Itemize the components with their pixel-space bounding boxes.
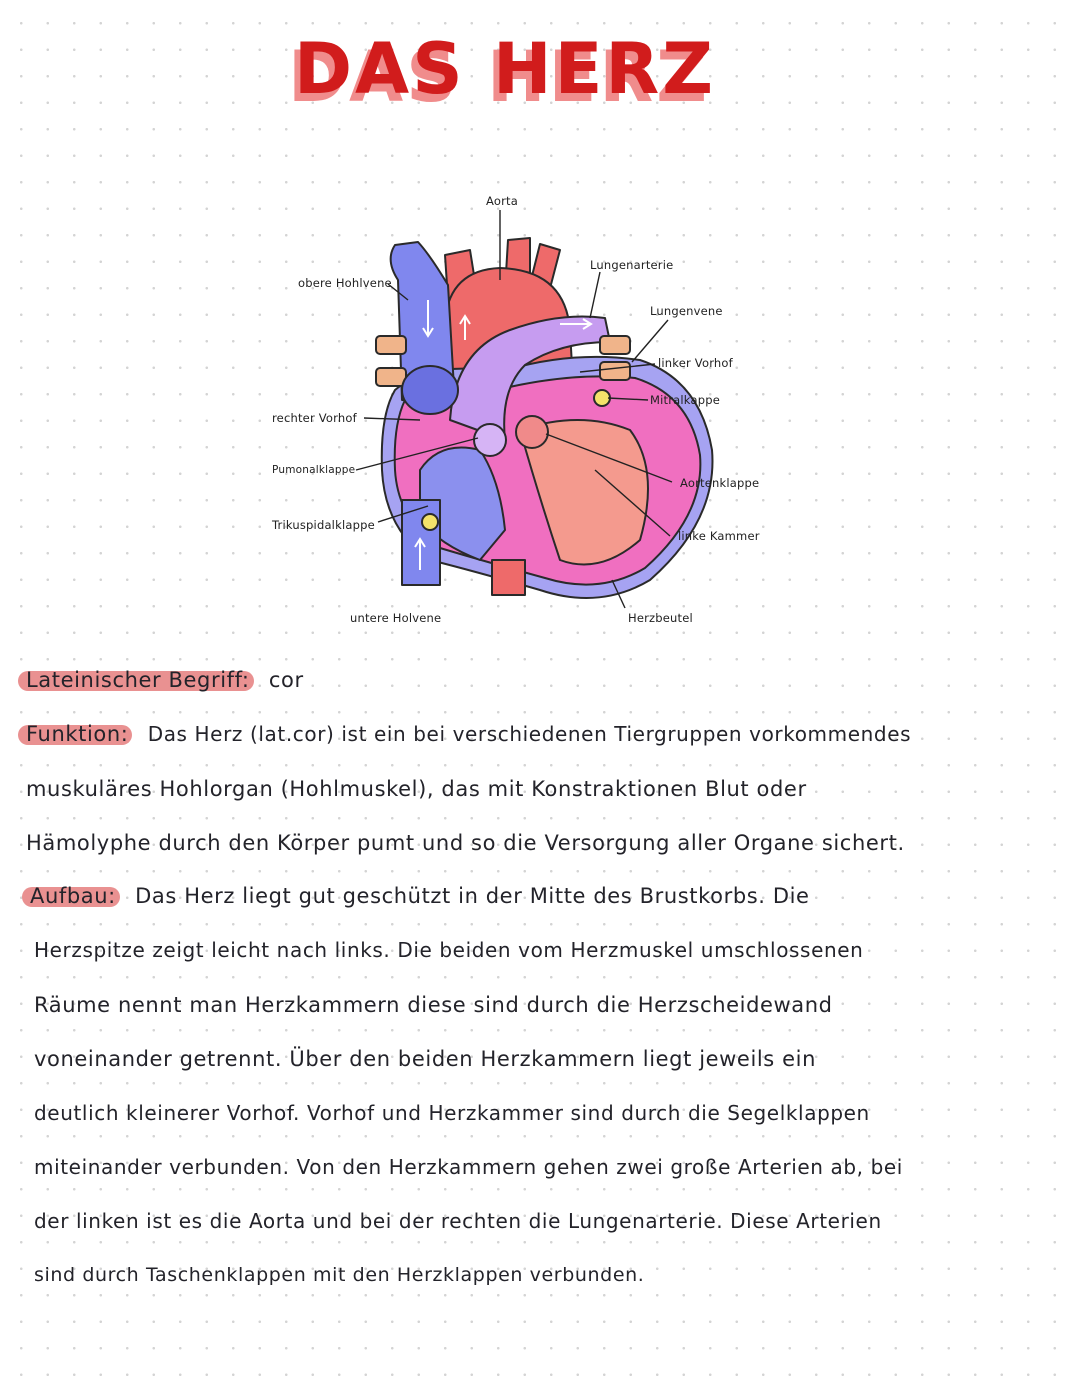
function-line-1 — [26, 722, 911, 746]
structure-text-5: deutlich kleinerer Vorhof. Vorhof und Herzkammer sind durch die Segelklappen — [34, 1101, 870, 1125]
pulmonary-vein-3 — [600, 336, 630, 354]
label-linke-kammer: linke Kammer — [678, 529, 760, 543]
label-aortenklappe: Aortenklappe — [680, 476, 760, 490]
latin-line — [26, 668, 304, 692]
structure-text-7: der linken ist es die Aorta und bei der rechten die Lungenarterie. Diese Arterien — [34, 1209, 882, 1233]
label-untere-hohlvene: untere Holvene — [350, 611, 442, 625]
structure-text-3: Räume nennt man Herzkammern diese sind durch die Herzscheidewand — [34, 993, 833, 1017]
page-title: DAS HERZ — [293, 28, 717, 110]
label-mitralklappe: Mitralkappe — [650, 393, 720, 407]
structure-text-4: voneinander getrennt. Über den beiden Herzkammern liegt jeweils ein — [34, 1047, 816, 1071]
label-lungenarterie: Lungenarterie — [590, 258, 674, 272]
label-pulmonalklappe: Pumonalklappe — [272, 464, 356, 476]
structure-term: Aufbau: — [30, 884, 116, 908]
function-text-2: muskuläres Hohlorgan (Hohlmuskel), das mit Konstraktionen Blut oder — [26, 777, 807, 801]
label-herzbeutel: Herzbeutel — [628, 611, 693, 625]
latin-term: Lateinischer Begriff: — [26, 668, 250, 692]
structure-text-2: Herzspitze zeigt leicht nach links. Die beiden vom Herzmuskel umschlossenen — [34, 938, 864, 962]
descending-aorta — [492, 560, 525, 595]
tricuspid-valve — [422, 514, 438, 530]
function-term: Funktion: — [26, 722, 129, 746]
structure-text-1: Das Herz liegt gut geschützt in der Mitte des Brustkorbs. Die — [135, 884, 810, 908]
pulmonary-vein-2 — [376, 368, 406, 386]
latin-value: cor — [268, 668, 304, 692]
pulmonary-valve — [474, 424, 506, 456]
label-trikuspidalklappe: Trikuspidalklappe — [272, 518, 375, 532]
label-aorta: Aorta — [486, 194, 518, 208]
mitral-valve — [594, 390, 610, 406]
structure-text-6: miteinander verbunden. Von den Herzkammern gehen zwei große Arterien ab, bei — [34, 1155, 903, 1179]
right-atrium — [402, 366, 458, 414]
structure-text-8: sind durch Taschenklappen mit den Herzklappen verbunden. — [34, 1264, 645, 1286]
pulmonary-vein-4 — [600, 362, 630, 380]
label-lungenvene: Lungenvene — [650, 304, 723, 318]
label-linker-vorhof: linker Vorhof — [658, 356, 733, 370]
function-text-1: Das Herz (lat.cor) ist ein bei verschiedenen Tiergruppen vorkommendes — [147, 722, 912, 746]
structure-line-1 — [30, 884, 810, 908]
function-text-3: Hämolyphe durch den Körper pumt und so die Versorgung aller Organe sichert. — [26, 831, 905, 855]
pulmonary-vein-1 — [376, 336, 406, 354]
aortic-valve — [516, 416, 548, 448]
label-rechter-vorhof: rechter Vorhof — [272, 411, 357, 425]
heart-diagram — [0, 0, 1080, 640]
label-obere-hohlvene: obere Hohlvene — [298, 276, 392, 290]
